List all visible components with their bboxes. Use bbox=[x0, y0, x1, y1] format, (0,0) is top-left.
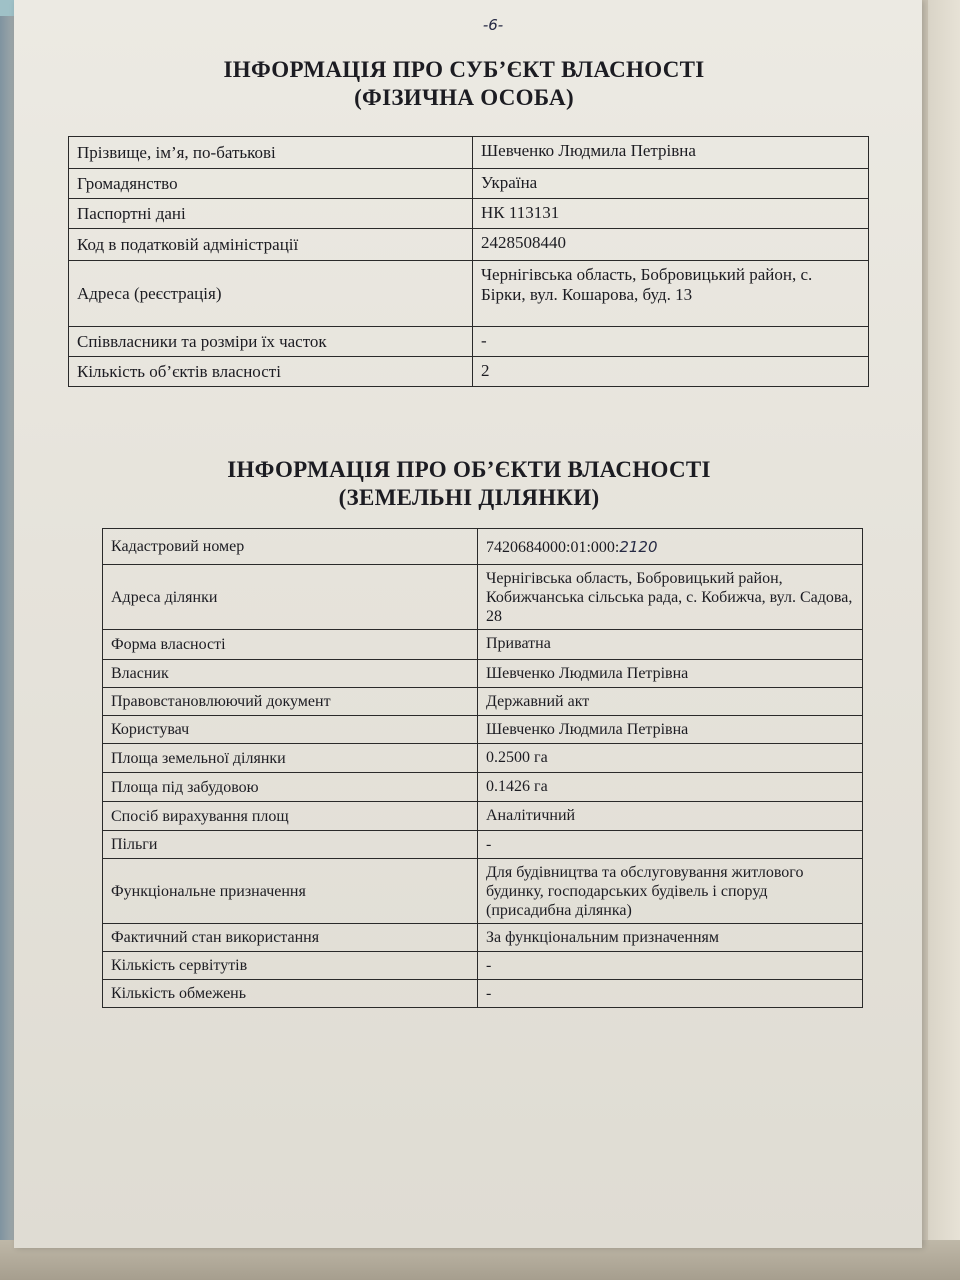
table-row bbox=[103, 924, 863, 952]
row-value: Шевченко Людмила Петрівна bbox=[478, 716, 863, 744]
row-value: Аналітичний bbox=[478, 802, 863, 831]
row-value: 2428508440 bbox=[473, 229, 869, 261]
row-value: Чернігівська область, Бобровицький район, Кобижчанська сільська рада, с. Кобижча, вул. Садова, 28 bbox=[478, 565, 863, 630]
row-label: Спосіб вирахування площ bbox=[103, 802, 478, 831]
cadastral-value bbox=[478, 529, 863, 565]
row-label: Адреса ділянки bbox=[103, 565, 478, 630]
table-row bbox=[103, 716, 863, 744]
table-row bbox=[69, 199, 869, 229]
row-value: Для будівництва та обслуговування житлового будинку, господарських будівель і споруд (присадибна ділянка) bbox=[478, 859, 863, 924]
row-value: 0.2500 га bbox=[478, 744, 863, 773]
row-value: 0.1426 га bbox=[478, 773, 863, 802]
subject-title: ІНФОРМАЦІЯ ПРО СУБ’ЄКТ ВЛАСНОСТІ bbox=[223, 57, 705, 82]
subject-subtitle: (ФІЗИЧНА ОСОБА) bbox=[354, 85, 574, 110]
table-row bbox=[69, 169, 869, 199]
table-row bbox=[69, 261, 869, 327]
table-row bbox=[103, 660, 863, 688]
row-value: 2 bbox=[473, 357, 869, 387]
row-value: - bbox=[478, 980, 863, 1008]
table-row bbox=[69, 327, 869, 357]
row-label: Власник bbox=[103, 660, 478, 688]
row-label: Фактичний стан використання bbox=[103, 924, 478, 952]
row-value: Державний акт bbox=[478, 688, 863, 716]
row-label: Пільги bbox=[103, 831, 478, 859]
row-label: Кількість обмежень bbox=[103, 980, 478, 1008]
subject-heading bbox=[164, 56, 764, 112]
table-row bbox=[103, 529, 863, 565]
cadastral-printed: 7420684000:01:000: bbox=[486, 538, 620, 556]
table-row bbox=[103, 630, 863, 660]
row-label: Прізвище, ім’я, по-батькові bbox=[69, 137, 473, 169]
objects-title: ІНФОРМАЦІЯ ПРО ОБ’ЄКТИ ВЛАСНОСТІ bbox=[227, 457, 711, 482]
row-label: Код в податковій адміністрації bbox=[69, 229, 473, 261]
row-label: Площа під забудовою bbox=[103, 773, 478, 802]
row-value: За функціональним призначенням bbox=[478, 924, 863, 952]
row-label: Адреса (реєстрація) bbox=[69, 261, 473, 327]
row-value: - bbox=[478, 831, 863, 859]
row-label: Користувач bbox=[103, 716, 478, 744]
table-row bbox=[103, 688, 863, 716]
row-value: Приватна bbox=[478, 630, 863, 660]
row-label: Функціональне призначення bbox=[103, 859, 478, 924]
row-value: НК 113131 bbox=[473, 199, 869, 229]
row-value: Шевченко Людмила Петрівна bbox=[473, 137, 869, 169]
row-value: - bbox=[473, 327, 869, 357]
table-row bbox=[103, 980, 863, 1008]
row-label: Кадастровий номер bbox=[103, 529, 478, 565]
row-label: Площа земельної ділянки bbox=[103, 744, 478, 773]
page-number: -6- bbox=[482, 16, 504, 34]
row-label: Форма власності bbox=[103, 630, 478, 660]
row-value: - bbox=[478, 952, 863, 980]
objects-table bbox=[102, 528, 863, 1008]
cadastral-handwritten: 2120 bbox=[619, 537, 658, 556]
table-row bbox=[69, 137, 869, 169]
row-label: Правовстановлюючий документ bbox=[103, 688, 478, 716]
background-right-edge bbox=[928, 0, 960, 1280]
table-row bbox=[103, 952, 863, 980]
row-label: Співвласники та розміри їх часток bbox=[69, 327, 473, 357]
row-value: Шевченко Людмила Петрівна bbox=[478, 660, 863, 688]
row-value: Україна bbox=[473, 169, 869, 199]
table-row bbox=[103, 859, 863, 924]
table-row bbox=[103, 773, 863, 802]
table-row bbox=[103, 802, 863, 831]
subject-table bbox=[68, 136, 869, 387]
row-value: Чернігівська область, Бобровицький район, с. Бірки, вул. Кошарова, буд. 13 bbox=[473, 261, 869, 327]
table-row bbox=[103, 744, 863, 773]
table-row bbox=[103, 831, 863, 859]
row-label: Паспортні дані bbox=[69, 199, 473, 229]
row-label: Громадянство bbox=[69, 169, 473, 199]
row-label: Кількість сервітутів bbox=[103, 952, 478, 980]
objects-heading bbox=[164, 456, 774, 512]
table-row bbox=[69, 357, 869, 387]
row-label: Кількість об’єктів власності bbox=[69, 357, 473, 387]
table-row bbox=[103, 565, 863, 630]
objects-subtitle: (ЗЕМЕЛЬНІ ДІЛЯНКИ) bbox=[338, 485, 600, 510]
document-page bbox=[14, 0, 922, 1248]
table-row bbox=[69, 229, 869, 261]
